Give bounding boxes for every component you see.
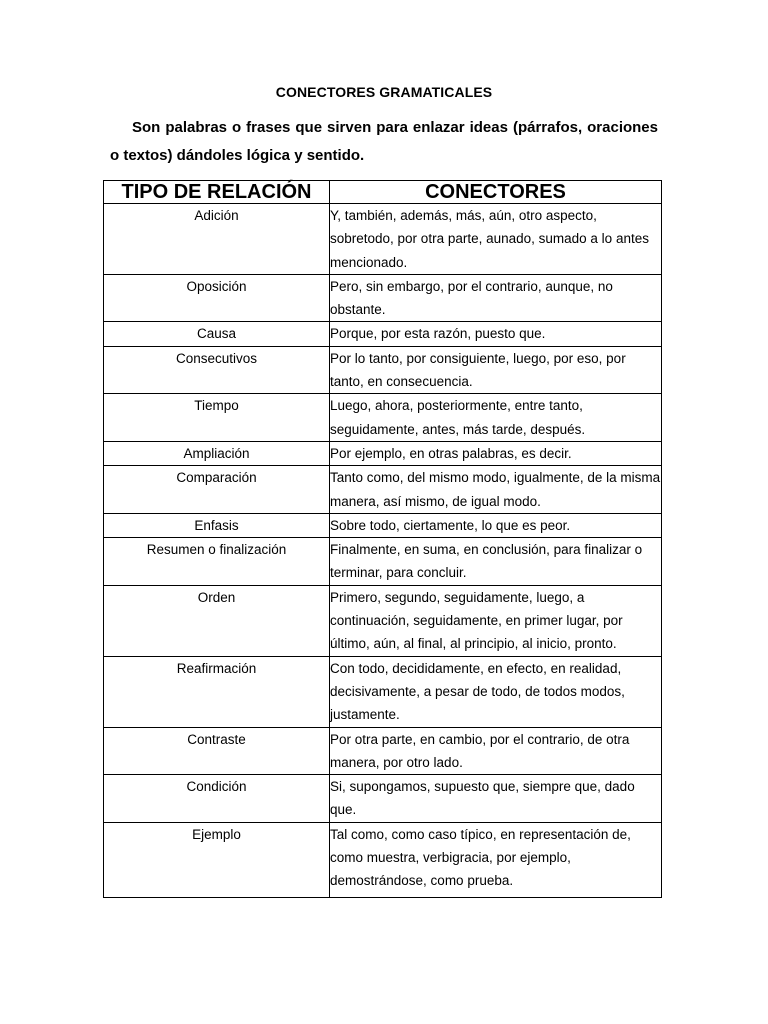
relation-type-cell: Ampliación	[104, 441, 330, 465]
table-row	[104, 656, 662, 727]
connectors-cell: Sobre todo, ciertamente, lo que es peor.	[330, 513, 662, 537]
connectors-cell: Tal como, como caso típico, en representación de, como muestra, verbigracia, por ejemplo, demostrándose, como prueba.	[330, 822, 662, 897]
table-row	[104, 441, 662, 465]
table-row	[104, 822, 662, 897]
relation-type-cell: Tiempo	[104, 394, 330, 442]
connectors-cell: Primero, segundo, seguidamente, luego, a continuación, seguidamente, en primer lugar, por último, aún, al final, al principio, al inicio, pronto.	[330, 585, 662, 656]
table-row	[104, 727, 662, 775]
relation-type-cell: Orden	[104, 585, 330, 656]
connectors-cell: Por ejemplo, en otras palabras, es decir.	[330, 441, 662, 465]
connectors-cell: Pero, sin embargo, por el contrario, aunque, no obstante.	[330, 274, 662, 322]
table-row	[104, 775, 662, 823]
table-row	[104, 204, 662, 275]
table-row	[104, 513, 662, 537]
relation-type-cell: Contraste	[104, 727, 330, 775]
table-header-row	[104, 181, 662, 204]
relation-type-cell: Comparación	[104, 466, 330, 514]
relation-type-cell: Oposición	[104, 274, 330, 322]
table-row	[104, 322, 662, 346]
relation-type-cell: Resumen o finalización	[104, 538, 330, 586]
table-row	[104, 394, 662, 442]
relation-type-cell: Adición	[104, 204, 330, 275]
relation-type-cell: Reafirmación	[104, 656, 330, 727]
table-row	[104, 274, 662, 322]
intro-paragraph: Son palabras o frases que sirven para enlazar ideas (párrafos, oraciones o textos) dándoles lógica y sentido.	[110, 119, 658, 164]
connectors-table	[103, 180, 662, 898]
connectors-cell: Porque, por esta razón, puesto que.	[330, 322, 662, 346]
connectors-cell: Y, también, además, más, aún, otro aspecto, sobretodo, por otra parte, aunado, sumado a lo antes mencionado.	[330, 204, 662, 275]
table-row	[104, 585, 662, 656]
relation-type-cell: Condición	[104, 775, 330, 823]
header-tipo-de-relacion: TIPO DE RELACIÓN	[104, 181, 330, 204]
table-row	[104, 538, 662, 586]
connectors-cell: Finalmente, en suma, en conclusión, para finalizar o terminar, para concluir.	[330, 538, 662, 586]
relation-type-cell: Ejemplo	[104, 822, 330, 897]
table-row	[104, 346, 662, 394]
connectors-cell: Con todo, decididamente, en efecto, en realidad, decisivamente, a pesar de todo, de todos modos, justamente.	[330, 656, 662, 727]
connectors-cell: Tanto como, del mismo modo, igualmente, de la misma manera, así mismo, de igual modo.	[330, 466, 662, 514]
connectors-cell: Luego, ahora, posteriormente, entre tanto, seguidamente, antes, más tarde, después.	[330, 394, 662, 442]
document-title: CONECTORES GRAMATICALES	[275, 84, 493, 100]
header-conectores: CONECTORES	[330, 181, 662, 204]
connectors-cell: Por otra parte, en cambio, por el contrario, de otra manera, por otro lado.	[330, 727, 662, 775]
connectors-cell: Por lo tanto, por consiguiente, luego, por eso, por tanto, en consecuencia.	[330, 346, 662, 394]
relation-type-cell: Enfasis	[104, 513, 330, 537]
table-row	[104, 466, 662, 514]
connectors-cell: Si, supongamos, supuesto que, siempre que, dado que.	[330, 775, 662, 823]
relation-type-cell: Consecutivos	[104, 346, 330, 394]
relation-type-cell: Causa	[104, 322, 330, 346]
